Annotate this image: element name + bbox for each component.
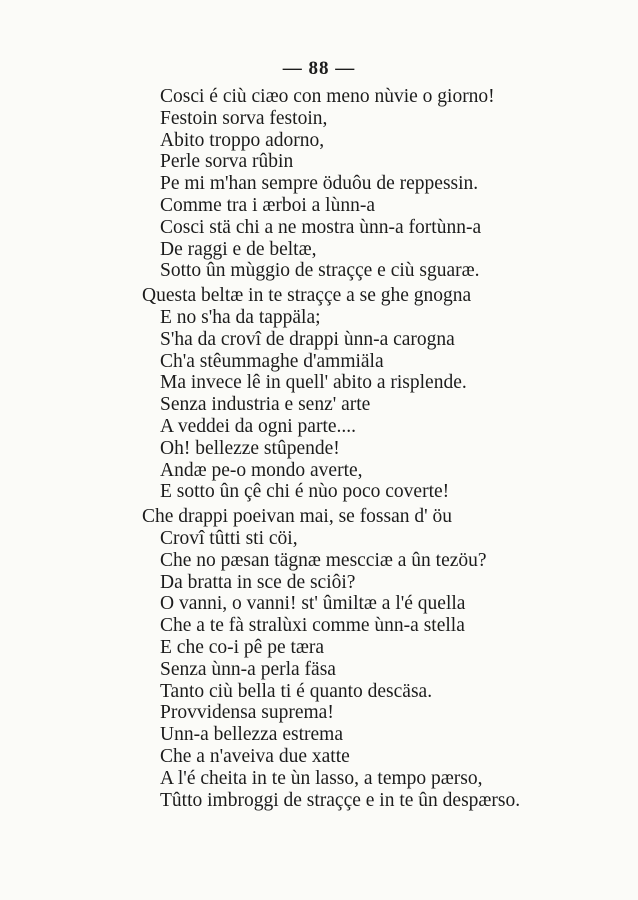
verse-line: Che a n'aveiva due xatte	[160, 745, 350, 767]
verse-line: Perle sorva rûbin	[160, 151, 294, 173]
verse-line: Sotto ûn mùggio de straççe e ciù sguaræ.	[160, 260, 480, 282]
poem	[0, 86, 638, 811]
verse-line: O vanni, o vanni! st' ûmiltæ a l'é quella	[160, 593, 466, 615]
verse-line: Ch'a stêummaghe d'ammiäla	[160, 350, 384, 372]
verse-line: Senza industria e senz' arte	[160, 394, 371, 416]
verse-line: Oh! bellezze stûpende!	[160, 437, 340, 459]
verse-line: A l'é cheita in te ùn lasso, a tempo pærso,	[160, 767, 483, 789]
verse-line: Tanto ciù bella ti é quanto descäsa.	[160, 680, 433, 702]
verse-line: S'ha da crovî de drappi ùnn-a carogna	[160, 328, 455, 350]
verse-line: Cosci é ciù ciæo con meno nùvie o giorno!	[160, 86, 495, 107]
verse-line: Che a te fà stralùxi comme ùnn-a stella	[160, 615, 465, 637]
verse-line: Che no pæsan tägnæ mescciæ a ûn tezöu?	[160, 549, 487, 571]
stanza	[0, 506, 638, 811]
verse-line: Questa beltæ in te straççe a se ghe gnogna	[142, 285, 472, 307]
verse-line: E no s'ha da tappäla;	[160, 306, 321, 328]
verse-line: A veddei da ogni parte....	[160, 415, 357, 437]
verse-line: Provvidensa suprema!	[160, 702, 334, 724]
stanza	[0, 86, 638, 282]
verse-line: Crovî tûtti sti cöi,	[160, 527, 298, 549]
verse-line: Che drappi poeivan mai, se fossan d' öu	[142, 506, 453, 528]
verse-line: Senza ùnn-a perla fäsa	[160, 658, 336, 680]
page-number: — 88 —	[282, 58, 356, 79]
stanza	[0, 285, 638, 503]
verse-line: Comme tra i ærboi a lùnn-a	[160, 194, 375, 216]
verse-line: Cosci stä chi a ne mostra ùnn-a fortùnn-a	[160, 216, 482, 238]
verse-line: Festoin sorva festoin,	[160, 107, 328, 129]
verse-line: E che co-i pê pe tæra	[160, 636, 325, 658]
verse-line: Pe mi m'han sempre öduôu de reppessin.	[160, 173, 479, 195]
verse-line: E sotto ûn çê chi é nùo poco coverte!	[160, 481, 450, 503]
verse-line: Andæ pe-o mondo averte,	[160, 459, 363, 481]
verse-line: Ma invece lê in quell' abito a risplende.	[160, 372, 467, 394]
verse-line: De raggi e de beltæ,	[160, 238, 317, 260]
verse-line: Da bratta in sce de sciôi?	[160, 571, 356, 593]
verse-line: Tûtto imbroggi de straççe e in te ûn despærso.	[160, 789, 521, 811]
verse-line: Abito troppo adorno,	[160, 129, 325, 151]
verse-line: Unn-a bellezza estrema	[160, 724, 343, 746]
